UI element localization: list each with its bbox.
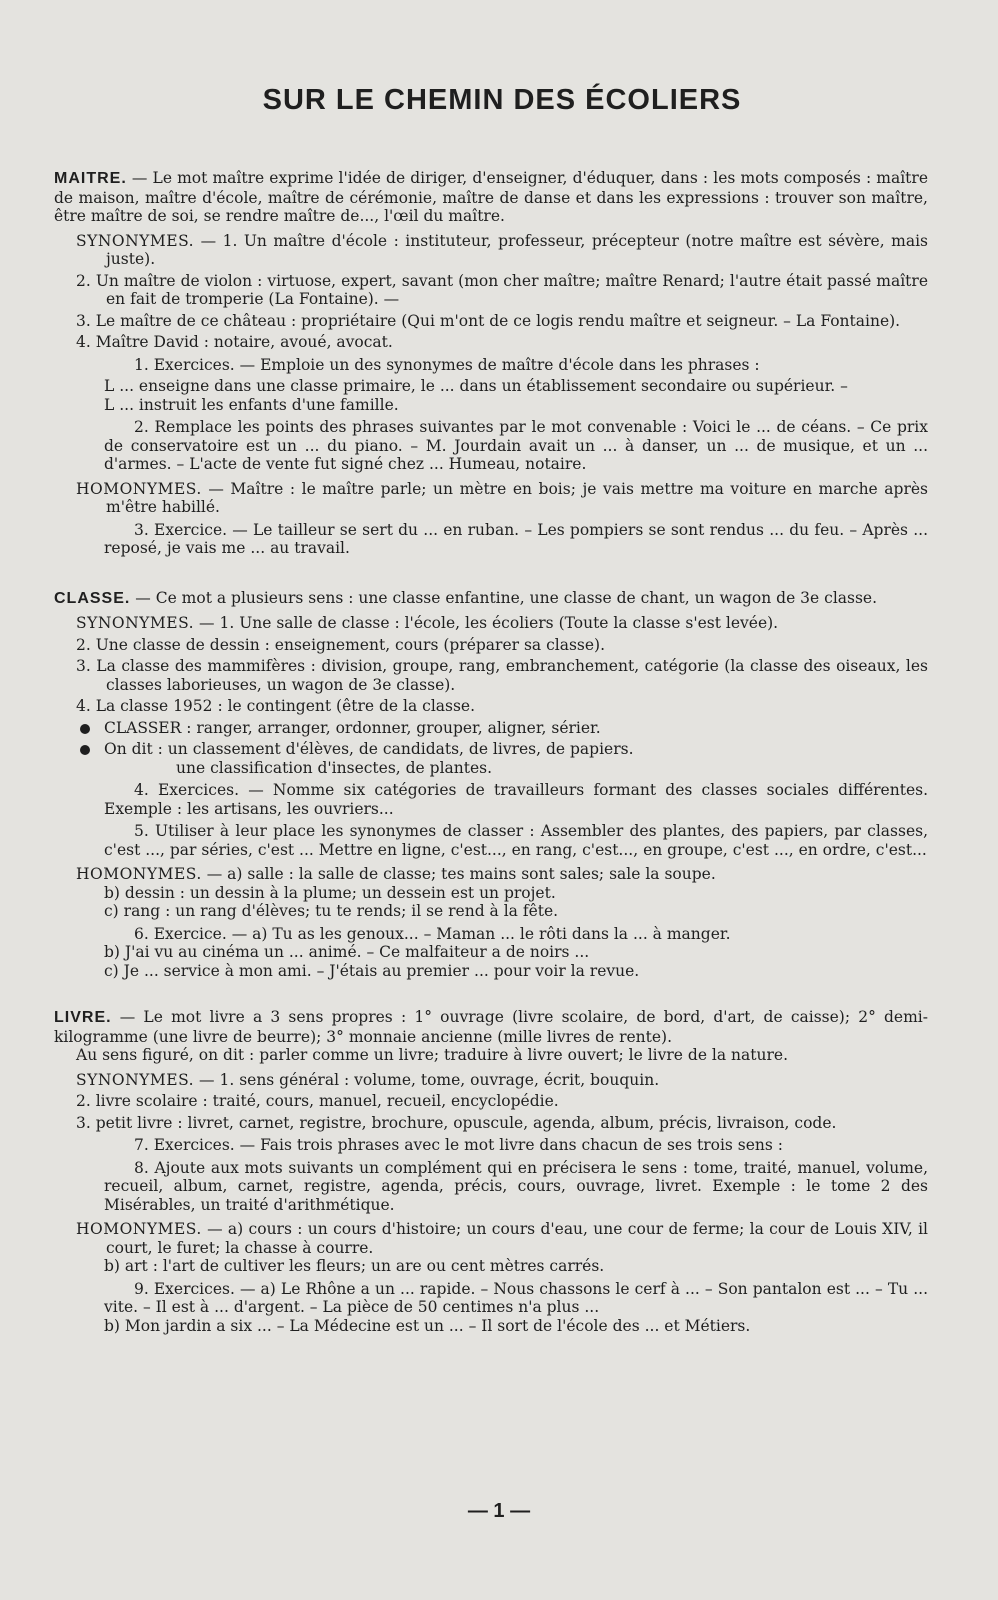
livre-intro-figure: Au sens figuré, on dit : parler comme un livre; traduire à livre ouvert; le livre de la nature. [76, 1046, 789, 1064]
maitre-intro [54, 169, 928, 226]
livre-synonyms-label: SYNONYMES. [76, 1070, 195, 1089]
maitre-homonymes-text: — Maître : le maître parle; un mètre en bois; je vais mettre ma voiture en marche après m'être habillé. [106, 479, 928, 516]
classe-heading: CLASSE. [54, 589, 131, 607]
livre-intro [54, 1008, 928, 1046]
classe-intro-text: — Ce mot a plusieurs sens : une classe enfantine, une classe de chant, un wagon de 3e classe. [135, 588, 878, 607]
classe-exercise-6-c: c) Je ... service à mon ami. – J'étais au premier ... pour voir la revue. [104, 961, 640, 980]
classe-bullet-1-text: CLASSER : ranger, arranger, ordonner, grouper, aligner, sérier. [104, 718, 601, 737]
livre-synonym-1-text: — 1. sens général : volume, tome, ouvrage, écrit, bouquin. [199, 1070, 660, 1089]
maitre-synonym-4: 4. Maître David : notaire, avoué, avocat. [76, 333, 393, 351]
livre-heading: LIVRE. [54, 1009, 112, 1026]
livre-exercise-8: 8. Ajoute aux mots suivants un complément qui en précisera le sens : tome, traité, manuel, volume, recueil, album, carnet, registre, agenda, précis, cours, ouvrage, livret. Exemple : le tome 2 des Misérables, un traité d'arithmétique. [104, 1158, 928, 1214]
maitre-exercise-1-line-2: L ... instruit les enfants d'une famille. [104, 395, 399, 414]
maitre-intro-text: — Le mot maître exprime l'idée de diriger, d'enseigner, d'éduquer, dans : les mots composés : maître de maison, maître d'école, maître de cérémonie, maître de danse et dans les expressions : trouver son maître, être maître de soi, se rendre maître de..., l'œil du maître. [54, 169, 928, 225]
livre-synonym-3: 3. petit livre : livret, carnet, registre, brochure, opuscule, agenda, album, précis, livraison, code. [76, 1113, 837, 1132]
maitre-homonymes [54, 480, 928, 517]
classe-synonym-1 [54, 614, 928, 633]
livre-synonym-2: 2. livre scolaire : traité, cours, manuel, recueil, encyclopédie. [76, 1092, 559, 1110]
livre-intro-text: — Le mot livre a 3 sens propres : 1° ouvrage (livre scolaire, de bord, d'art, de caisse); 2° demi-kilogramme (une livre de beurre); 3° monnaie ancienne (mille livres de rente). [54, 1008, 928, 1046]
classe-bullet-2 [54, 740, 928, 759]
section-classe [54, 589, 928, 981]
maitre-synonym-1-text: — 1. Un maître d'école : instituteur, professeur, précepteur (notre maître est sévère, mais juste). [106, 231, 928, 268]
classe-synonym-1-text: — 1. Une salle de classe : l'école, les écoliers (Toute la classe s'est levée). [199, 614, 779, 632]
maitre-homonymes-label: HOMONYMES. [76, 479, 202, 498]
livre-homonymes-a [54, 1220, 928, 1257]
classe-exercise-6-b: b) J'ai vu au cinéma un ... animé. – Ce malfaiteur a de noirs ... [104, 943, 590, 961]
classe-homonymes-a-text: — a) salle : la salle de classe; tes mains sont sales; sale la soupe. [206, 865, 716, 883]
classe-synonym-2: 2. Une classe de dessin : enseignement, cours (préparer sa classe). [76, 635, 606, 654]
classe-bullet-2-text: On dit : un classement d'élèves, de candidats, de livres, de papiers. [104, 740, 634, 758]
classe-exercise-4: 4. Exercices. — Nomme six catégories de travailleurs formant des classes sociales différentes. Exemple : les artisans, les ouvriers... [104, 781, 928, 818]
classe-exercise-6-a: 6. Exercice. — a) Tu as les genoux... – Maman ... le rôti dans la ... à manger. [134, 924, 731, 943]
page-number: — 1 — [467, 1500, 531, 1522]
bullet-icon [80, 745, 90, 755]
section-livre [54, 1008, 928, 1335]
classe-bullet-1 [54, 719, 928, 738]
classe-synonym-3: 3. La classe des mammifères : division, groupe, rang, embranchement, catégorie (la classe des oiseaux, les classes laborieuses, un wagon de 3e classe). [76, 657, 928, 694]
maitre-synonym-3: 3. Le maître de ce château : propriétaire (Qui m'ont de ce logis rendu maître et seigneur. – La Fontaine). [76, 311, 901, 330]
maitre-heading: MAITRE. [54, 170, 127, 187]
maitre-exercise-3: 3. Exercice. — Le tailleur se sert du ... en ruban. – Les pompiers se sont rendus ... du feu. – Après ... reposé, je vais me ... au travail. [104, 520, 928, 557]
classe-homonymes-c: c) rang : un rang d'élèves; tu te rends; il se rend à la fête. [104, 902, 559, 920]
section-maitre [54, 169, 928, 558]
classe-bullet-2-continuation: une classification d'insectes, de plantes. [176, 758, 493, 777]
maitre-exercise-1: 1. Exercices. — Emploie un des synonymes de maître d'école dans les phrases : [134, 355, 760, 374]
page-title: SUR LE CHEMIN DES ÉCOLIERS [262, 84, 742, 116]
classe-exercise-5: 5. Utiliser à leur place les synonymes de classer : Assembler des plantes, des papiers, par classes, c'est ..., par séries, c'est ... Mettre en ligne, c'est..., en rang, c'est..., en groupe, c'est ..., en ordre, c'est... [104, 822, 928, 859]
livre-homonymes-a-text: — a) cours : un cours d'histoire; un cours d'eau, une cour de ferme; la cour de Louis XIV, il court, le furet; la chasse à courre. [106, 1220, 928, 1257]
classe-homonymes-label: HOMONYMES. [76, 865, 202, 883]
classe-synonyms-label: SYNONYMES. [76, 614, 195, 632]
classe-intro [54, 589, 928, 609]
classe-homonymes-a [54, 865, 928, 884]
livre-exercise-7: 7. Exercices. — Fais trois phrases avec le mot livre dans chacun de ses trois sens : [134, 1136, 783, 1154]
livre-exercise-9-b: b) Mon jardin a six ... – La Médecine est un ... – Il sort de l'école des ... et Métiers. [104, 1316, 751, 1335]
livre-homonymes-b: b) art : l'art de cultiver les fleurs; un are ou cent mètres carrés. [104, 1257, 605, 1275]
classe-synonym-4: 4. La classe 1952 : le contingent (être de la classe. [76, 697, 476, 715]
livre-exercise-9-a: 9. Exercices. — a) Le Rhône a un ... rapide. – Nous chassons le cerf à ... – Son pantalon est ... – Tu ... vite. – Il est à ... d'argent. – La pièce de 50 centimes n'a plus ... [104, 1279, 928, 1316]
maitre-synonyms-label: SYNONYMES. [76, 231, 195, 250]
maitre-exercise-1-line-1: L ... enseigne dans une classe primaire, le ... dans un établissement secondaire ou supérieur. – [104, 377, 848, 395]
maitre-synonym-1 [54, 232, 928, 269]
livre-homonymes-label: HOMONYMES. [76, 1220, 202, 1238]
bullet-icon [80, 724, 90, 734]
maitre-synonym-2: 2. Un maître de violon : virtuose, expert, savant (mon cher maître; maître Renard; l'autre était passé maître en fait de tromperie (La Fontaine). — [76, 271, 928, 308]
maitre-exercise-2: 2. Remplace les points des phrases suivantes par le mot convenable : Voici le ... de céans. – Ce prix de conservatoire est un ... du piano. – M. Jourdain avait un ... à danser, un ... de musique, et un ... d'armes. – L'acte de vente fut signé chez ... Humeau, notaire. [104, 418, 928, 473]
livre-synonym-1 [54, 1071, 928, 1090]
classe-homonymes-b: b) dessin : un dessin à la plume; un dessein est un projet. [104, 883, 556, 902]
